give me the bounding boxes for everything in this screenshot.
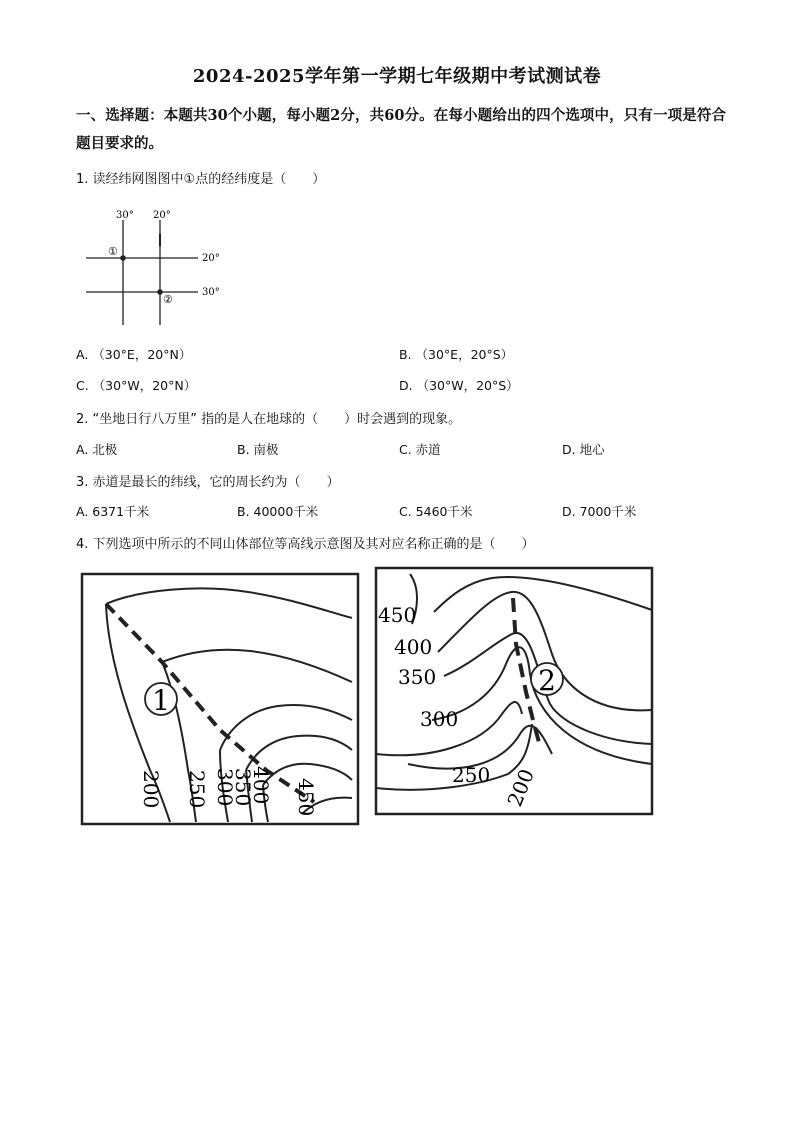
map-2-contour-250: 250 xyxy=(452,763,491,787)
question-3-option-d[interactable]: D. 7000千米 xyxy=(562,504,637,519)
map-2-marker-label: 2 xyxy=(538,664,556,697)
map-1-contour-450: 450 xyxy=(294,778,318,817)
map-2-contour-200: 200 xyxy=(502,765,539,810)
map-1-contour-300: 300 xyxy=(213,768,237,807)
question-2-option-a[interactable]: A. 北极 xyxy=(76,442,118,457)
lat-long-grid-figure xyxy=(78,200,238,332)
question-1-option-a[interactable]: A. （30°E，20°N） xyxy=(76,347,192,362)
question-2-stem: 2. “坐地日行八万里” 指的是人在地球的（ ）时会遇到的现象。 xyxy=(76,412,462,427)
map-2-contour-400: 400 xyxy=(394,635,433,659)
map-1-contour-400: 400 xyxy=(249,766,273,805)
question-1-option-d[interactable]: D. （30°W，20°S） xyxy=(399,378,519,393)
question-2-option-c[interactable]: C. 赤道 xyxy=(399,442,441,457)
grid-point-1-label: ① xyxy=(108,245,118,258)
map-1-contour-250: 250 xyxy=(185,770,209,809)
map-2-contour-450: 450 xyxy=(378,603,417,627)
grid-top-label-2: 20° xyxy=(153,210,171,221)
map-1-marker-label: 1 xyxy=(152,684,170,717)
question-3-stem: 3. 赤道是最长的纬线，它的周长约为（ ） xyxy=(76,475,340,490)
contour-map-2 xyxy=(372,564,656,818)
grid-right-label-1: 20° xyxy=(202,253,220,264)
section-heading: 一、选择题：本题共30个小题，每小题2分，共60分。在每小题给出的四个选项中，只有一项是符合题目要求的。 xyxy=(76,107,726,152)
question-2-option-d[interactable]: D. 地心 xyxy=(562,442,605,457)
grid-right-label-2: 30° xyxy=(202,287,220,298)
question-1-option-b[interactable]: B. （30°E，20°S） xyxy=(399,347,514,362)
contour-map-1 xyxy=(78,570,362,828)
question-3-option-a[interactable]: A. 6371千米 xyxy=(76,504,150,519)
grid-top-label-1: 30° xyxy=(116,210,134,221)
question-3-option-c[interactable]: C. 5460千米 xyxy=(399,504,473,519)
map-2-contour-300: 300 xyxy=(420,707,459,731)
map-1-contour-350: 350 xyxy=(231,768,255,807)
question-1-option-c[interactable]: C. （30°W，20°N） xyxy=(76,378,197,393)
map-1-contour-200: 200 xyxy=(139,770,163,809)
page-title: 2024-2025学年第一学期七年级期中考试测试卷 xyxy=(192,66,602,87)
question-1-stem: 1. 读经纬网图图中①点的经纬度是（ ） xyxy=(76,172,326,187)
map-2-contour-350: 350 xyxy=(398,665,437,689)
question-2-option-b[interactable]: B. 南极 xyxy=(237,442,279,457)
grid-point-2-label: ② xyxy=(163,293,173,306)
question-3-option-b[interactable]: B. 40000千米 xyxy=(237,504,319,519)
question-4-stem: 4. 下列选项中所示的不同山体部位等高线示意图及其对应名称正确的是（ ） xyxy=(76,537,535,552)
